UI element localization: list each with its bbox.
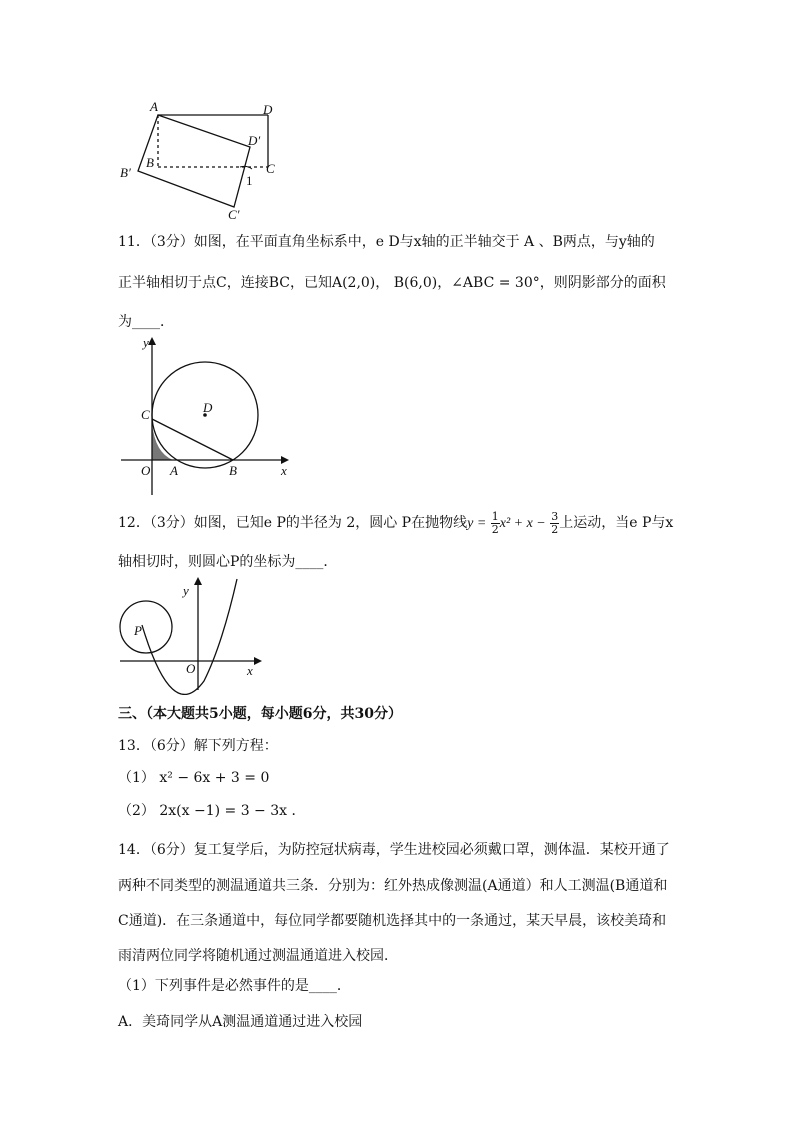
fraction-three-halves: $\frac{3}{2}$ xyxy=(551,509,559,536)
label-P: P xyxy=(134,623,142,638)
label-A: A xyxy=(150,99,158,114)
rotated-rectangle-figure xyxy=(110,95,300,225)
q11-circle-figure xyxy=(115,335,300,500)
q14-line4: 雨清两位同学将随机通过测温通道进入校园． xyxy=(118,948,398,964)
label-B: B xyxy=(229,463,237,478)
label-x-axis: x xyxy=(247,663,253,678)
q12-line1 xyxy=(118,510,673,536)
q12-line2: 轴相切时，则圆心P的坐标为____． xyxy=(118,554,338,570)
q13-title: 13．（6分）解下列方程： xyxy=(118,738,278,754)
label-x-axis: x xyxy=(281,463,287,478)
label-B-prime: B′ xyxy=(120,165,131,180)
label-y-axis: y xyxy=(143,335,149,350)
q14-line2: 两种不同类型的测温通道共三条．分别为：红外热成像测温(A通道）和人工测温(B通道和 xyxy=(118,878,668,894)
label-D-prime: D′ xyxy=(248,133,261,148)
q14-sub1: （1）下列事件是必然事件的是____． xyxy=(118,978,351,994)
label-D: D xyxy=(263,102,273,117)
q14-line1: 14．（6分）复工复学后，为防控冠状病毒，学生进校园必须戴口罩，测体温．某校开通了 xyxy=(118,842,670,858)
q12-line1-a: 12．（3分）如图，已知e P的半径为 2，圆心 P在抛物线 xyxy=(118,515,468,531)
label-O: O xyxy=(141,463,151,478)
q14-line3: C通道)．在三条通道中，每位同学都要随机选择其中的一条通过，某天早晨，该校美琦和 xyxy=(118,913,667,929)
fraction-one-half: $\frac{1}{2}$ xyxy=(491,509,499,536)
formula-y: y = xyxy=(467,516,487,531)
q13-part1: （1） x² − 6x + 3 = 0 xyxy=(118,770,270,786)
label-C: C xyxy=(141,407,150,422)
q12-line1-b: 上运动，当e P与x xyxy=(559,515,674,531)
formula-mid: x² + x − xyxy=(499,516,546,531)
label-O: O xyxy=(186,661,196,676)
label-y-axis: y xyxy=(183,583,189,598)
q11-line3: 为____． xyxy=(118,314,174,330)
q11-line2: 正半轴相切于点C，连接BC，已知A(2,0)， B(6,0)，∠ABC = 30°，则阴影部分的面积 xyxy=(118,275,666,291)
q13-part2: （2） 2x(x −1) = 3 − 3x ． xyxy=(118,803,306,819)
label-C-prime: C′ xyxy=(228,207,240,222)
label-D: D xyxy=(203,400,213,415)
label-angle-1: 1 xyxy=(246,173,253,188)
q14-option-a: A．美琦同学从A测温通道通过进入校园 xyxy=(118,1014,363,1030)
label-C: C xyxy=(266,161,275,176)
section-three-heading: 三、（本大题共5小题，每小题6分，共30分） xyxy=(118,706,402,722)
q11-line1: 11．（3分）如图，在平面直角坐标系中，e D与x轴的正半轴交于 A 、B两点，与y轴的 xyxy=(118,234,655,250)
q12-parabola-figure xyxy=(112,575,272,695)
label-B: B xyxy=(146,155,154,170)
label-A: A xyxy=(170,463,178,478)
